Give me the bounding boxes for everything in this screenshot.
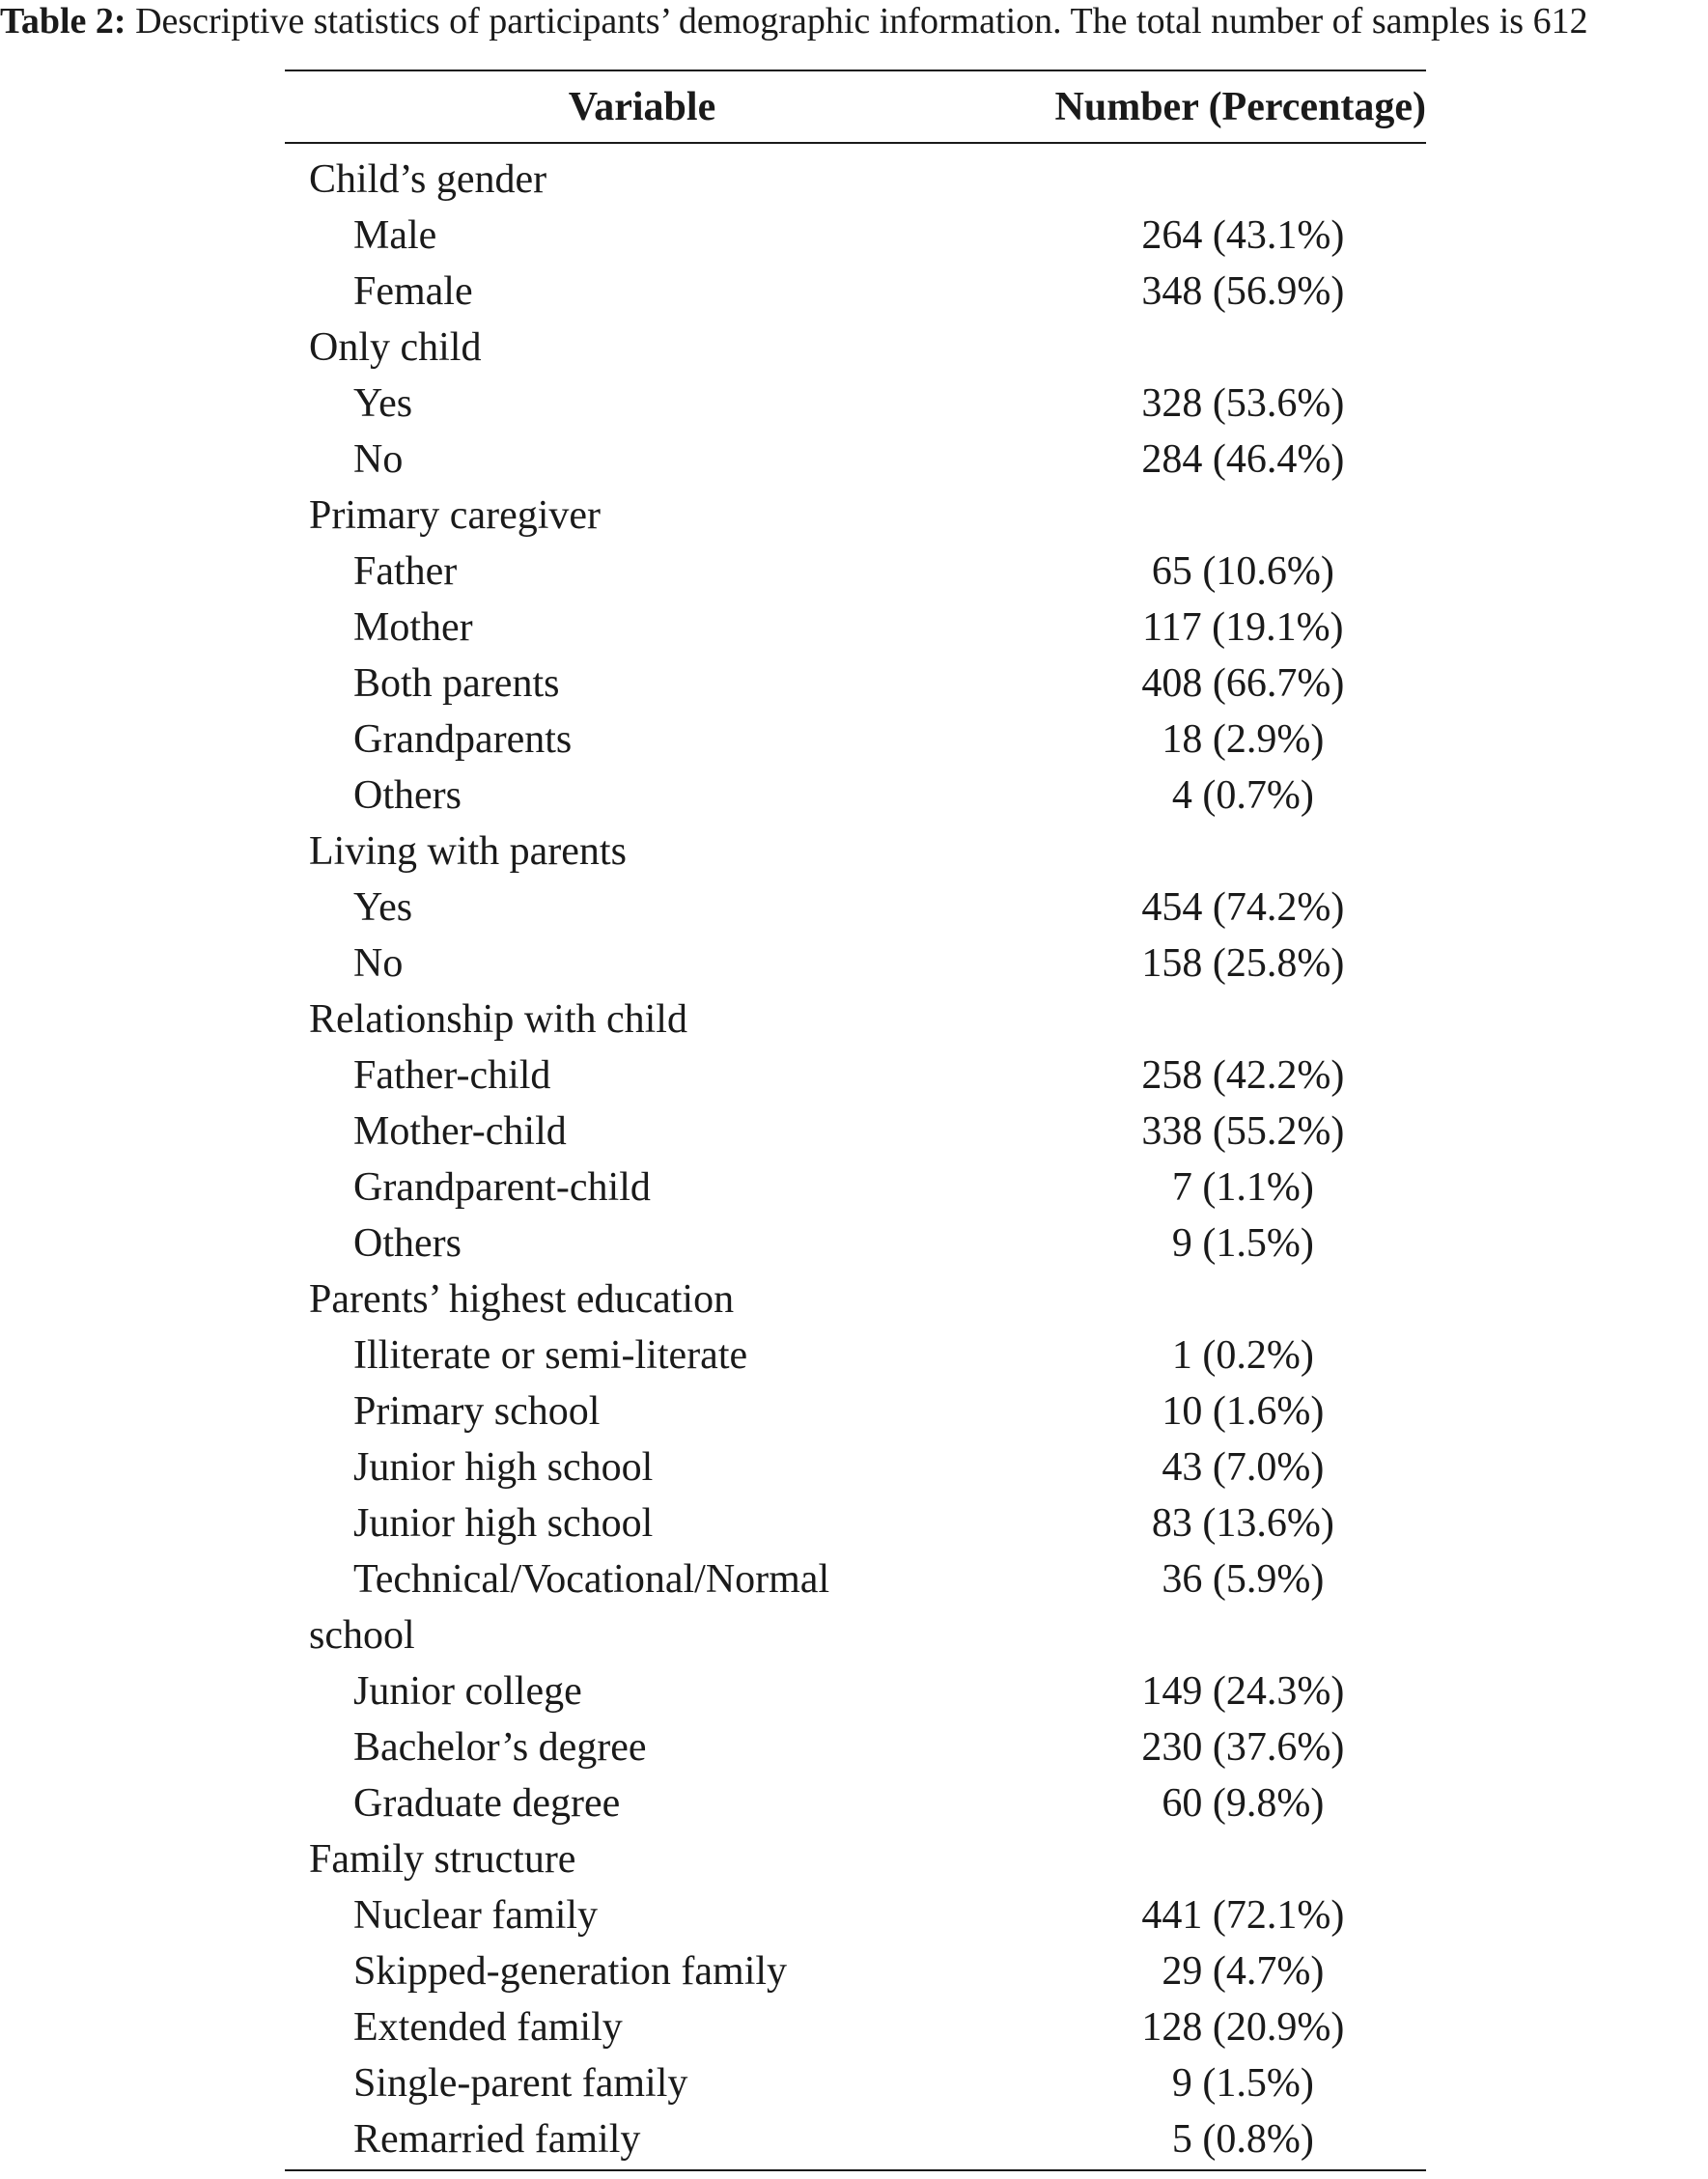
row-value: 5 (0.8%)	[1171, 2117, 1314, 2162]
row-value: 18 (2.9%)	[1162, 717, 1325, 762]
table-row	[285, 1663, 1426, 1719]
row-value: 454 (74.2%)	[1141, 885, 1345, 930]
row-label: Junior high school	[353, 1445, 654, 1490]
row-label: Junior college	[353, 1669, 582, 1714]
row-label: Father-child	[353, 1053, 551, 1098]
row-label: Extended family	[353, 2005, 623, 2050]
table-row	[285, 600, 1426, 656]
table-row	[285, 1327, 1426, 1383]
row-label: Grandparents	[353, 717, 573, 762]
row-label: Female	[353, 269, 473, 314]
header-number: Number (Percentage)	[1054, 84, 1426, 129]
table-row	[285, 376, 1426, 432]
table-row	[285, 1383, 1426, 1439]
row-label: Grandparent-child	[353, 1165, 651, 1210]
caption-label: Table 2:	[0, 1, 126, 42]
group-label: Primary caregiver	[309, 493, 602, 538]
table-row	[285, 2055, 1426, 2111]
row-value: 117 (19.1%)	[1142, 605, 1344, 650]
row-value: 7 (1.1%)	[1171, 1165, 1314, 1210]
table-row	[285, 208, 1426, 264]
row-label: Yes	[353, 885, 413, 930]
bottom-rule	[285, 2169, 1426, 2171]
table-row	[285, 768, 1426, 824]
row-value: 408 (66.7%)	[1141, 661, 1345, 706]
row-value: 65 (10.6%)	[1151, 549, 1334, 594]
row-value: 29 (4.7%)	[1162, 1949, 1325, 1994]
group-label: Family structure	[309, 1837, 576, 1882]
table-row	[285, 1439, 1426, 1495]
row-label: Skipped-generation family	[353, 1949, 788, 1994]
row-label: Others	[353, 1221, 462, 1266]
caption-text: Descriptive statistics of participants’ demographic information. The total number of samples is 612	[126, 1, 1588, 42]
row-label: Mother-child	[353, 1109, 567, 1154]
row-label: Remarried family	[353, 2117, 641, 2162]
row-value: 264 (43.1%)	[1141, 213, 1345, 258]
table-row	[285, 544, 1426, 600]
row-label: Illiterate or semi-literate	[353, 1333, 748, 1378]
group-label: Relationship with child	[309, 997, 687, 1042]
table-header	[285, 71, 1426, 142]
row-label: Yes	[353, 381, 413, 426]
row-label: Single-parent family	[353, 2061, 688, 2106]
table-group-row	[285, 824, 1426, 880]
group-label: Child’s gender	[309, 157, 547, 202]
row-value: 43 (7.0%)	[1162, 1445, 1325, 1490]
table-row	[285, 1887, 1426, 1943]
group-label: Living with parents	[309, 829, 627, 874]
table-row	[285, 2111, 1426, 2167]
table-group-row	[285, 488, 1426, 544]
row-value: 9 (1.5%)	[1171, 2061, 1314, 2106]
table-group-row	[285, 152, 1426, 208]
row-value: 83 (13.6%)	[1151, 1501, 1334, 1546]
row-value: 36 (5.9%)	[1162, 1557, 1325, 1602]
table-row	[285, 1719, 1426, 1775]
row-label: Others	[353, 773, 462, 818]
table-row	[285, 1103, 1426, 1159]
row-value: 149 (24.3%)	[1141, 1669, 1345, 1714]
table-row	[285, 712, 1426, 768]
demographics-table	[285, 70, 1426, 2171]
row-label: Male	[353, 213, 437, 258]
row-value: 128 (20.9%)	[1141, 2005, 1345, 2050]
table-row	[285, 1215, 1426, 1271]
row-label: Junior high school	[353, 1501, 654, 1546]
table-row	[285, 264, 1426, 320]
table-group-row	[285, 1271, 1426, 1327]
row-label: Bachelor’s degree	[353, 1725, 647, 1770]
row-label: Technical/Vocational/Normal	[353, 1557, 830, 1602]
row-value: 328 (53.6%)	[1141, 381, 1345, 426]
table-row	[285, 936, 1426, 992]
table-row	[285, 1999, 1426, 2055]
table-row	[285, 432, 1426, 488]
row-label: Nuclear family	[353, 1893, 599, 1938]
row-label: No	[353, 941, 404, 986]
row-label: Both parents	[353, 661, 560, 706]
row-value: 348 (56.9%)	[1141, 269, 1345, 314]
table-row	[285, 1048, 1426, 1103]
table-row	[285, 1495, 1426, 1551]
group-label: Only child	[309, 325, 482, 370]
row-value: 4 (0.7%)	[1171, 773, 1314, 818]
table-row	[285, 1551, 1426, 1607]
row-value: 158 (25.8%)	[1141, 941, 1345, 986]
table-caption	[0, 2, 1708, 41]
row-value: 1 (0.2%)	[1171, 1333, 1314, 1378]
table-group-row	[285, 992, 1426, 1048]
row-value: 338 (55.2%)	[1141, 1109, 1345, 1154]
table-row	[285, 1607, 1426, 1663]
row-label: No	[353, 437, 404, 482]
table-body	[285, 144, 1426, 2169]
row-value: 10 (1.6%)	[1162, 1389, 1325, 1434]
row-value: 441 (72.1%)	[1141, 1893, 1345, 1938]
row-value: 9 (1.5%)	[1171, 1221, 1314, 1266]
table-row	[285, 880, 1426, 936]
header-variable: Variable	[568, 84, 716, 129]
table-row	[285, 1943, 1426, 1999]
row-label: Primary school	[353, 1389, 601, 1434]
table-group-row	[285, 1831, 1426, 1887]
table-row	[285, 1775, 1426, 1831]
row-label: Mother	[353, 605, 473, 650]
row-label: Father	[353, 549, 458, 594]
table-row	[285, 656, 1426, 712]
row-value: 258 (42.2%)	[1141, 1053, 1345, 1098]
table-row	[285, 1159, 1426, 1215]
row-value: 284 (46.4%)	[1141, 437, 1345, 482]
group-label: Parents’ highest education	[309, 1277, 735, 1322]
row-value: 60 (9.8%)	[1162, 1781, 1325, 1826]
row-label: school	[309, 1613, 415, 1658]
row-value: 230 (37.6%)	[1141, 1725, 1345, 1770]
row-label: Graduate degree	[353, 1781, 621, 1826]
table-group-row	[285, 320, 1426, 376]
